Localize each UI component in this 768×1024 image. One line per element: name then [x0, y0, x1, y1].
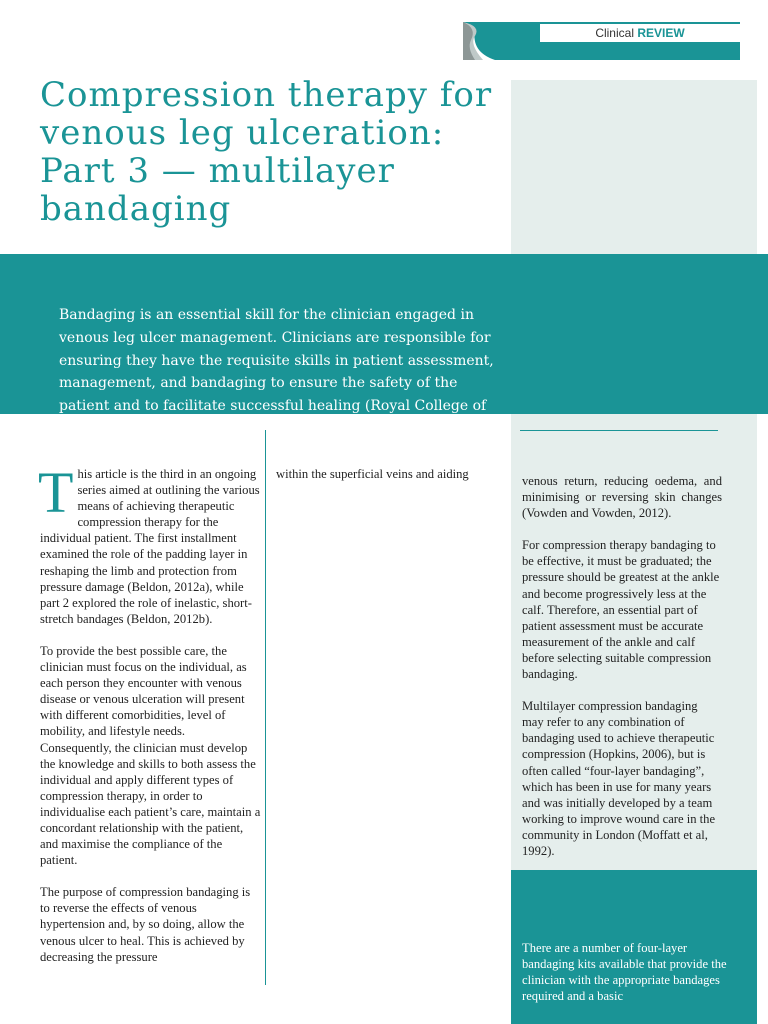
paragraph: This article is the third in an ongoing series aimed at outlining the various means of achieving therapeutic compression therapy for the individual patient. The first installment examined the role of the padding layer in reshaping the limb and protection from pressure damage (Beldon, 2012a), while part 2 explored the role of inelastic, short-stretch bandages (Beldon, 2012b). — [38, 460, 260, 626]
sidebar-dark-paragraph: There are a number of four-layer bandaging kits available that provide the clinician with the appropriate bandages required and a basic — [522, 941, 727, 1004]
drop-cap: T — [38, 460, 74, 525]
article-title: Compression therapy for venous leg ulceration: Part 3 — multilayer bandaging — [40, 75, 493, 229]
paragraph: The purpose of compression bandaging is to reverse the effects of venous hypertension and, by so doing, allow the venous ulcer to heal. This is achieved by decreasing the pressure — [40, 885, 251, 964]
paragraph: For compression therapy bandaging to be effective, it must be graduated; the pressure should be greatest at the ankle and become progressively less at the calf. Therefore, an essential part of patient assessment must be accurate measurement of the ankle and calf before selecting suitable compression bandaging. — [522, 538, 720, 682]
paragraph: venous return, reducing oedema, and minimising or reversing skin changes (Vowden and Vowden, 2012). — [522, 474, 722, 521]
section-label — [540, 24, 740, 42]
paragraph: To provide the best possible care, the clinician must focus on the individual, as each person they encounter with venous disease or venous ulceration will present with different comorbidities, level of mobility, and lifestyle needs. — [40, 643, 247, 739]
paragraph: within the superficial veins and aiding — [276, 467, 469, 481]
paragraph: Multilayer compression bandaging may refer to any combination of bandaging used to achieve therapeutic compression (Hopkins, 2006), but is often called “four-layer bandaging”, which has been in use for many years and was initially developed by a team working to improve wound care in the community in London (Moffatt et al, 1992). — [522, 699, 716, 858]
section-prefix: Clinical — [595, 26, 634, 40]
abstract-text: Bandaging is an essential skill for the clinician engaged in venous leg ulcer management. Clinicians are responsible for ensuring they have the requisite skills in patient assessment, management, and bandaging to ensure the safety of the patient and to facilitate successful healing (Royal College of Nursing, 1998). — [59, 307, 494, 437]
column-rule — [265, 430, 266, 985]
paragraph: Consequently, the clinician must develop the knowledge and skills to both assess the individual and apply different types of compression therapy, in order to individualise each patient’s care, maintain a concordant relationship with the patient, and maximise the compliance of the patient. — [40, 740, 261, 868]
column-2 — [276, 466, 498, 482]
sidebar-rule — [520, 430, 718, 431]
column-1 — [38, 460, 262, 981]
page-curl-icon — [463, 22, 495, 60]
column-3 — [522, 473, 722, 875]
section-name: REVIEW — [637, 26, 685, 40]
